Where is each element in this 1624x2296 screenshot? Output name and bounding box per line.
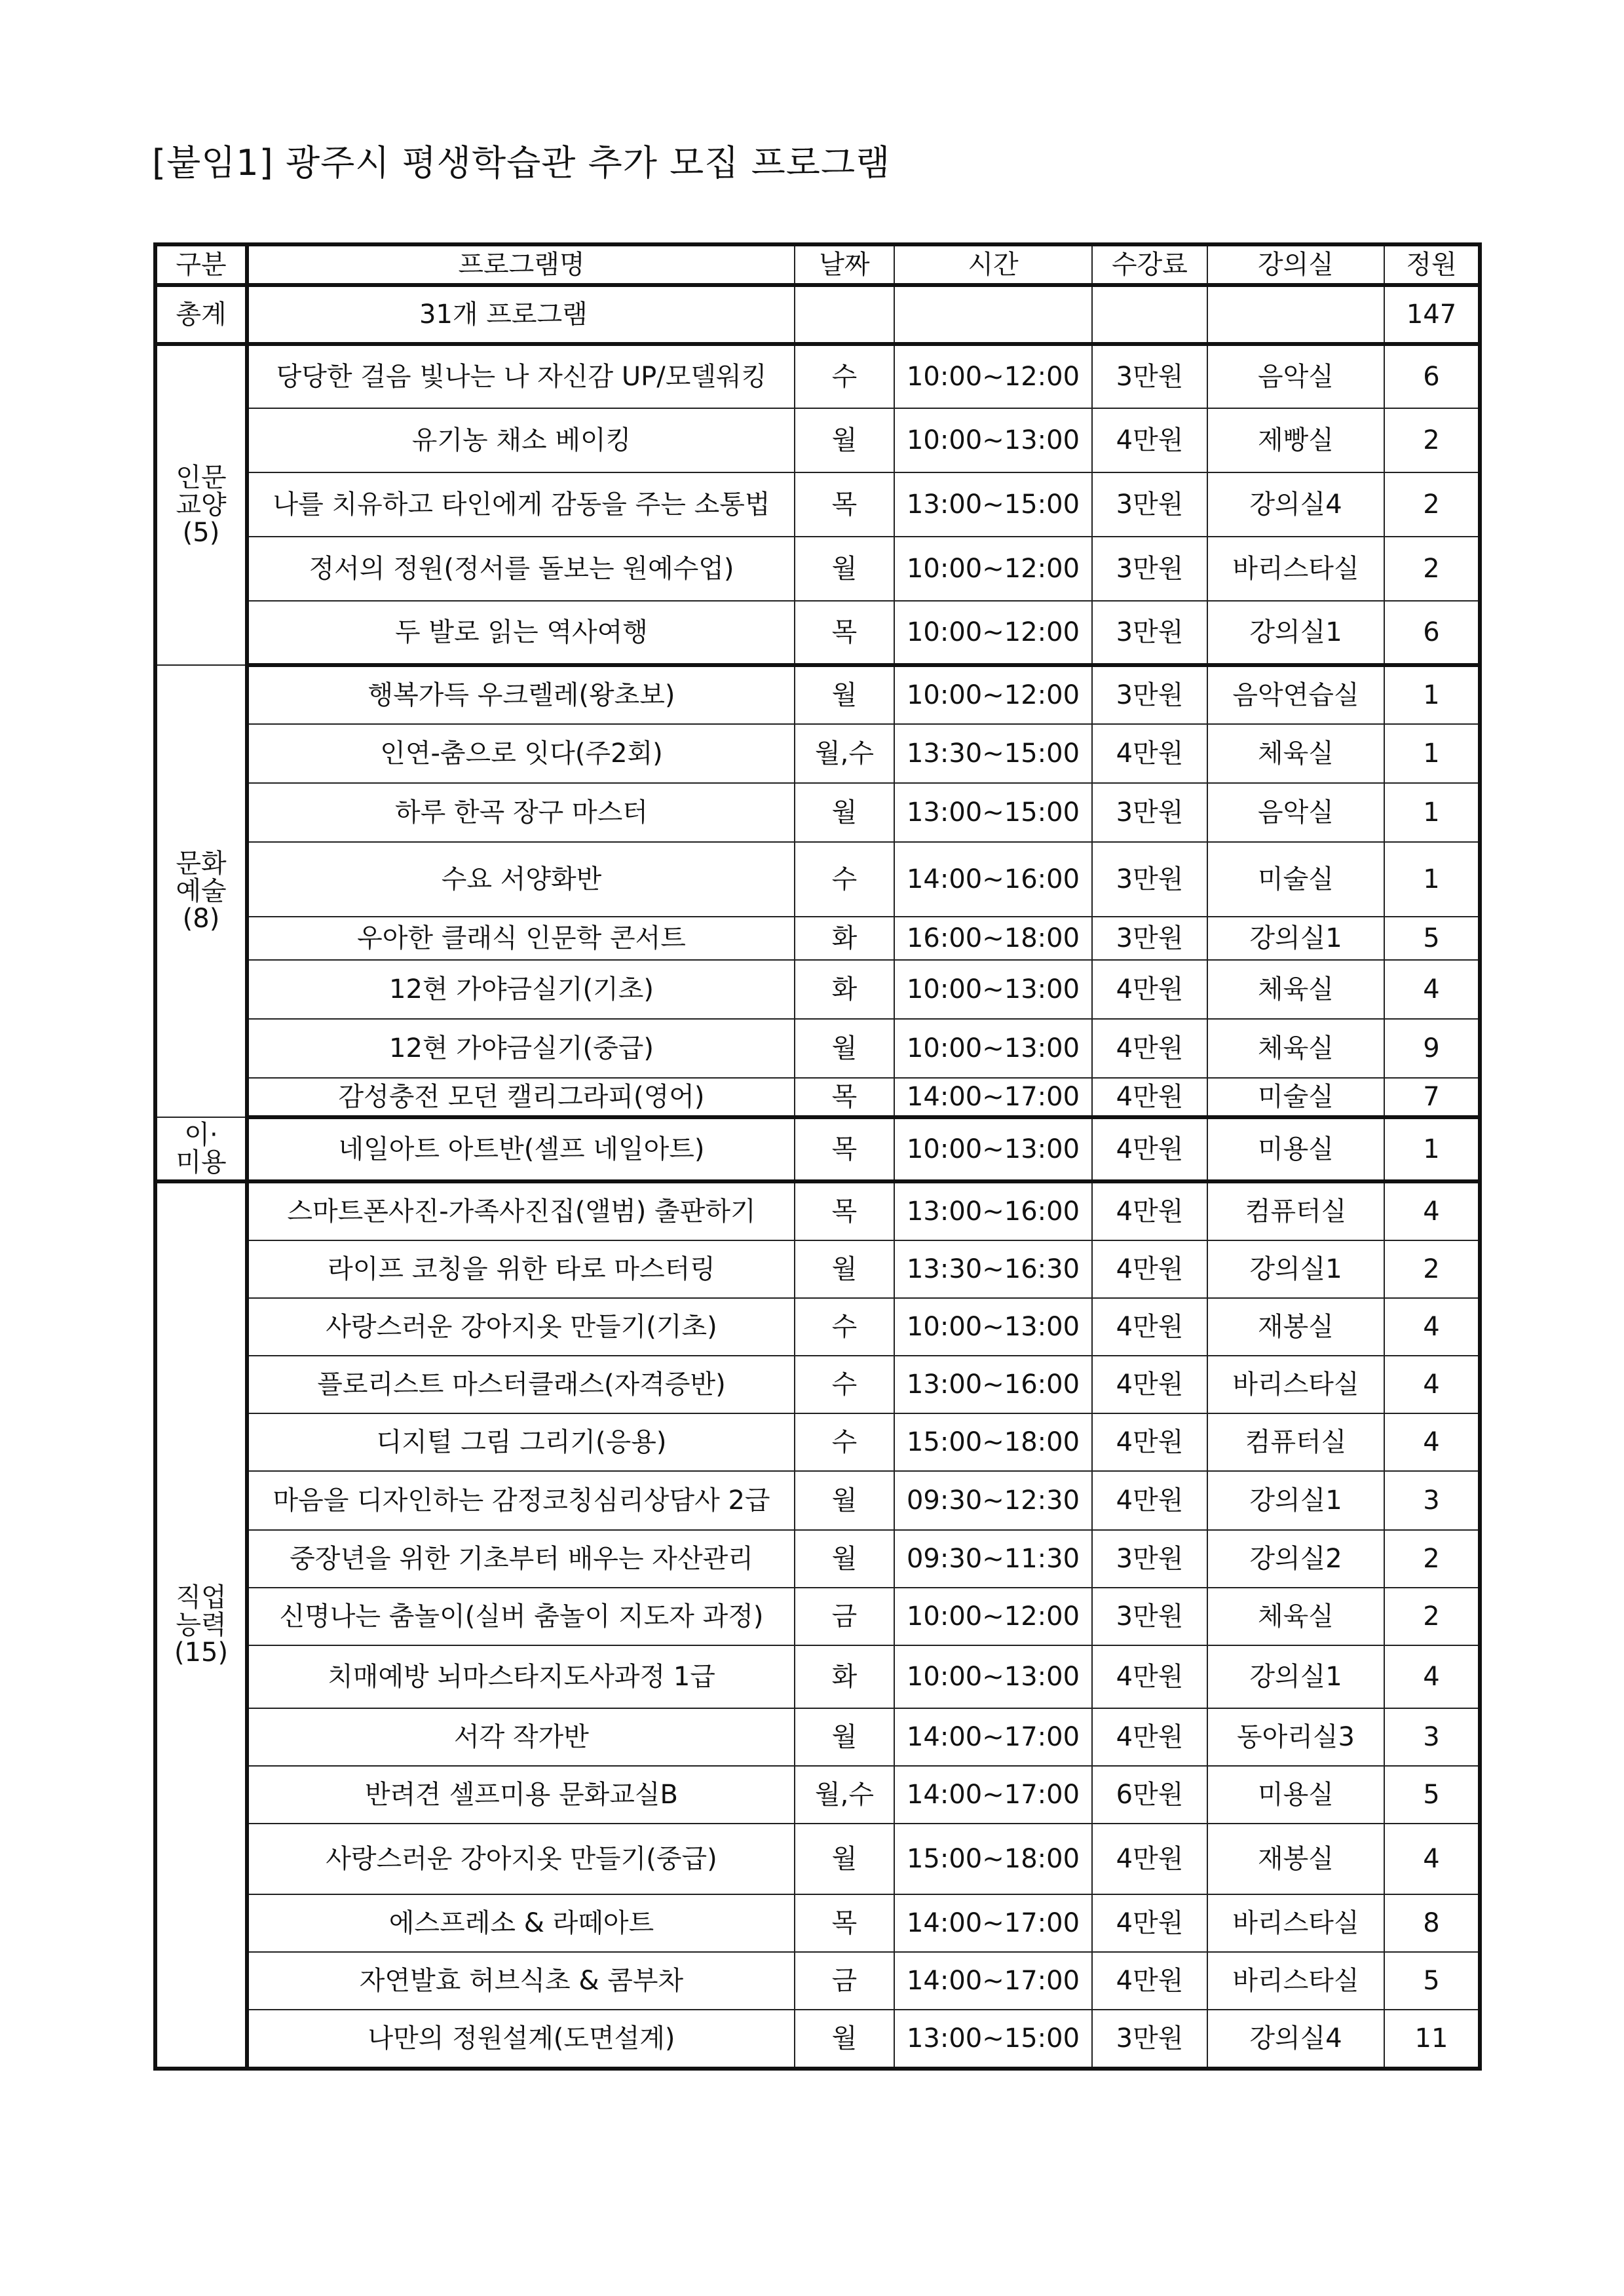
day-cell: 월 [795, 1824, 894, 1894]
capacity-cell: 9 [1384, 1019, 1480, 1078]
fee-cell: 4만원 [1092, 724, 1207, 783]
capacity-cell: 8 [1384, 1894, 1480, 1952]
capacity-cell: 1 [1384, 842, 1480, 917]
table-row [155, 472, 1480, 537]
fee-cell: 3만원 [1092, 842, 1207, 917]
program-name-cell: 치매예방 뇌마스타지도사과정 1급 [247, 1645, 795, 1708]
day-cell: 목 [795, 472, 894, 537]
room-cell: 재봉실 [1207, 1824, 1384, 1894]
capacity-cell: 7 [1384, 1078, 1480, 1117]
capacity-cell: 2 [1384, 1240, 1480, 1298]
room-cell: 미용실 [1207, 1117, 1384, 1181]
category-label: 능력 [176, 1610, 227, 1640]
fee-cell: 4만원 [1092, 1824, 1207, 1894]
table-row [155, 1019, 1480, 1078]
program-name-cell: 12현 가야금실기(기초) [247, 960, 795, 1019]
time-cell: 14:00~17:00 [894, 1952, 1092, 2010]
table-row [155, 1413, 1480, 1471]
day-cell: 월,수 [795, 724, 894, 783]
room-cell: 강의실1 [1207, 917, 1384, 960]
room-cell: 바리스타실 [1207, 1894, 1384, 1952]
fee-cell: 4만원 [1092, 1181, 1207, 1240]
capacity-cell: 3 [1384, 1708, 1480, 1766]
header-category: 구분 [155, 244, 247, 285]
room-cell: 체육실 [1207, 724, 1384, 783]
category-group [155, 665, 1480, 1117]
program-name-cell: 인연-춤으로 잇다(주2회) [247, 724, 795, 783]
table-row [155, 601, 1480, 665]
category-label: 인문 [176, 463, 227, 493]
room-cell: 컴퓨터실 [1207, 1413, 1384, 1471]
capacity-cell: 2 [1384, 1530, 1480, 1588]
day-cell: 수 [795, 842, 894, 917]
day-cell: 월,수 [795, 1766, 894, 1824]
time-cell: 14:00~16:00 [894, 842, 1092, 917]
day-cell: 수 [795, 1413, 894, 1471]
fee-cell: 3만원 [1092, 601, 1207, 665]
time-cell: 13:30~15:00 [894, 724, 1092, 783]
total-capacity: 147 [1384, 285, 1480, 344]
day-cell: 수 [795, 344, 894, 408]
total-day-cell [795, 285, 894, 344]
fee-cell: 4만원 [1092, 1117, 1207, 1181]
program-table [153, 242, 1482, 2071]
capacity-cell: 1 [1384, 783, 1480, 842]
table-row [155, 1078, 1480, 1117]
time-cell: 10:00~12:00 [894, 344, 1092, 408]
header-time: 시간 [894, 244, 1092, 285]
room-cell: 강의실1 [1207, 1240, 1384, 1298]
program-name-cell: 반려견 셀프미용 문화교실B [247, 1766, 795, 1824]
day-cell: 월 [795, 1471, 894, 1530]
table-row [155, 1471, 1480, 1530]
total-time-cell [894, 285, 1092, 344]
capacity-cell: 2 [1384, 1588, 1480, 1645]
day-cell: 월 [795, 1019, 894, 1078]
header-row [155, 244, 1480, 285]
table-row [155, 1117, 1480, 1181]
day-cell: 월 [795, 2010, 894, 2069]
category-cell [155, 1117, 247, 1181]
program-name-cell: 사랑스러운 강아지옷 만들기(중급) [247, 1824, 795, 1894]
total-fee-cell [1092, 285, 1207, 344]
table-row [155, 1952, 1480, 2010]
room-cell: 컴퓨터실 [1207, 1181, 1384, 1240]
fee-cell: 4만원 [1092, 1413, 1207, 1471]
program-name-cell: 디지털 그림 그리기(응용) [247, 1413, 795, 1471]
day-cell: 수 [795, 1298, 894, 1356]
program-name-cell: 12현 가야금실기(중급) [247, 1019, 795, 1078]
fee-cell: 3만원 [1092, 472, 1207, 537]
table-row [155, 1894, 1480, 1952]
program-name-cell: 마음을 디자인하는 감정코칭심리상담사 2급 [247, 1471, 795, 1530]
time-cell: 15:00~18:00 [894, 1413, 1092, 1471]
room-cell: 재봉실 [1207, 1298, 1384, 1356]
capacity-cell: 2 [1384, 537, 1480, 601]
capacity-cell: 11 [1384, 2010, 1480, 2069]
fee-cell: 6만원 [1092, 1766, 1207, 1824]
fee-cell: 3만원 [1092, 665, 1207, 724]
day-cell: 월 [795, 665, 894, 724]
table-row [155, 2010, 1480, 2069]
header-fee: 수강료 [1092, 244, 1207, 285]
table-row [155, 537, 1480, 601]
total-label: 총계 [155, 285, 247, 344]
room-cell: 체육실 [1207, 1019, 1384, 1078]
capacity-cell: 1 [1384, 724, 1480, 783]
time-cell: 14:00~17:00 [894, 1894, 1092, 1952]
day-cell: 화 [795, 1645, 894, 1708]
fee-cell: 4만원 [1092, 1471, 1207, 1530]
time-cell: 10:00~12:00 [894, 537, 1092, 601]
capacity-cell: 4 [1384, 1298, 1480, 1356]
program-name-cell: 행복가득 우크렐레(왕초보) [247, 665, 795, 724]
header-day: 날짜 [795, 244, 894, 285]
time-cell: 13:00~16:00 [894, 1181, 1092, 1240]
program-name-cell: 네일아트 아트반(셀프 네일아트) [247, 1117, 795, 1181]
time-cell: 10:00~13:00 [894, 408, 1092, 472]
fee-cell: 3만원 [1092, 537, 1207, 601]
room-cell: 음악연습실 [1207, 665, 1384, 724]
category-label: 교양 [176, 490, 227, 520]
capacity-cell: 1 [1384, 665, 1480, 724]
table-row [155, 1298, 1480, 1356]
program-name-cell: 우아한 클래식 인문학 콘서트 [247, 917, 795, 960]
category-label: (15) [174, 1637, 229, 1668]
table-row [155, 1181, 1480, 1240]
room-cell: 미용실 [1207, 1766, 1384, 1824]
fee-cell: 3만원 [1092, 344, 1207, 408]
table-row [155, 1356, 1480, 1413]
table-row [155, 1530, 1480, 1588]
header-room: 강의실 [1207, 244, 1384, 285]
fee-cell: 4만원 [1092, 1298, 1207, 1356]
time-cell: 13:00~15:00 [894, 472, 1092, 537]
day-cell: 목 [795, 601, 894, 665]
table-row [155, 1708, 1480, 1766]
time-cell: 10:00~13:00 [894, 1298, 1092, 1356]
category-cell [155, 344, 247, 665]
day-cell: 월 [795, 1240, 894, 1298]
time-cell: 09:30~11:30 [894, 1530, 1092, 1588]
fee-cell: 3만원 [1092, 1530, 1207, 1588]
time-cell: 14:00~17:00 [894, 1078, 1092, 1117]
fee-cell: 4만원 [1092, 960, 1207, 1019]
room-cell: 강의실1 [1207, 1471, 1384, 1530]
day-cell: 월 [795, 1708, 894, 1766]
capacity-cell: 2 [1384, 472, 1480, 537]
room-cell: 체육실 [1207, 960, 1384, 1019]
fee-cell: 4만원 [1092, 1240, 1207, 1298]
table-row [155, 1645, 1480, 1708]
capacity-cell: 5 [1384, 1952, 1480, 2010]
total-program-count: 31개 프로그램 [247, 285, 795, 344]
program-name-cell: 두 발로 읽는 역사여행 [247, 601, 795, 665]
fee-cell: 3만원 [1092, 2010, 1207, 2069]
document-title: [붙임1] 광주시 평생학습관 추가 모집 프로그램 [152, 142, 891, 183]
day-cell: 수 [795, 1356, 894, 1413]
category-label: 문화 [176, 849, 227, 879]
program-name-cell: 하루 한곡 장구 마스터 [247, 783, 795, 842]
category-group [155, 1117, 1480, 1181]
capacity-cell: 1 [1384, 1117, 1480, 1181]
category-cell [155, 665, 247, 1117]
program-name-cell: 스마트폰사진-가족사진집(앨범) 출판하기 [247, 1181, 795, 1240]
time-cell: 10:00~12:00 [894, 665, 1092, 724]
room-cell: 음악실 [1207, 344, 1384, 408]
category-label: 직업 [176, 1582, 227, 1613]
fee-cell: 3만원 [1092, 917, 1207, 960]
day-cell: 목 [795, 1117, 894, 1181]
room-cell: 바리스타실 [1207, 537, 1384, 601]
time-cell: 15:00~18:00 [894, 1824, 1092, 1894]
time-cell: 09:30~12:30 [894, 1471, 1092, 1530]
time-cell: 10:00~13:00 [894, 1117, 1092, 1181]
capacity-cell: 4 [1384, 1356, 1480, 1413]
day-cell: 금 [795, 1588, 894, 1645]
header-program-name: 프로그램명 [247, 244, 795, 285]
room-cell: 동아리실3 [1207, 1708, 1384, 1766]
time-cell: 10:00~12:00 [894, 1588, 1092, 1645]
table-row [155, 665, 1480, 724]
room-cell: 강의실4 [1207, 2010, 1384, 2069]
room-cell: 강의실2 [1207, 1530, 1384, 1588]
program-name-cell: 당당한 걸음 빛나는 나 자신감 UP/모델워킹 [247, 344, 795, 408]
program-name-cell: 자연발효 허브식초 & 콤부차 [247, 1952, 795, 2010]
table-row [155, 1824, 1480, 1894]
category-label: 미용 [176, 1147, 227, 1177]
fee-cell: 4만원 [1092, 408, 1207, 472]
day-cell: 월 [795, 537, 894, 601]
time-cell: 13:00~15:00 [894, 783, 1092, 842]
fee-cell: 4만원 [1092, 1019, 1207, 1078]
header-capacity: 정원 [1384, 244, 1480, 285]
category-group [155, 344, 1480, 665]
program-name-cell: 감성충전 모던 캘리그라피(영어) [247, 1078, 795, 1117]
program-name-cell: 수요 서양화반 [247, 842, 795, 917]
program-name-cell: 중장년을 위한 기초부터 배우는 자산관리 [247, 1530, 795, 1588]
program-name-cell: 나만의 정원설계(도면설계) [247, 2010, 795, 2069]
time-cell: 10:00~13:00 [894, 960, 1092, 1019]
fee-cell: 4만원 [1092, 1708, 1207, 1766]
fee-cell: 4만원 [1092, 1894, 1207, 1952]
capacity-cell: 4 [1384, 1645, 1480, 1708]
category-label: (8) [182, 904, 220, 934]
table-row [155, 408, 1480, 472]
time-cell: 16:00~18:00 [894, 917, 1092, 960]
capacity-cell: 5 [1384, 917, 1480, 960]
room-cell: 미술실 [1207, 842, 1384, 917]
total-room-cell [1207, 285, 1384, 344]
capacity-cell: 3 [1384, 1471, 1480, 1530]
capacity-cell: 6 [1384, 344, 1480, 408]
day-cell: 금 [795, 1952, 894, 2010]
capacity-cell: 4 [1384, 1413, 1480, 1471]
table-row [155, 917, 1480, 960]
room-cell: 음악실 [1207, 783, 1384, 842]
category-label: (5) [182, 518, 220, 548]
fee-cell: 4만원 [1092, 1952, 1207, 2010]
capacity-cell: 5 [1384, 1766, 1480, 1824]
table-row [155, 842, 1480, 917]
room-cell: 바리스타실 [1207, 1952, 1384, 2010]
program-name-cell: 플로리스트 마스터클래스(자격증반) [247, 1356, 795, 1413]
fee-cell: 4만원 [1092, 1645, 1207, 1708]
time-cell: 14:00~17:00 [894, 1708, 1092, 1766]
fee-cell: 4만원 [1092, 1078, 1207, 1117]
room-cell: 강의실1 [1207, 1645, 1384, 1708]
room-cell: 체육실 [1207, 1588, 1384, 1645]
time-cell: 13:00~16:00 [894, 1356, 1092, 1413]
table-row [155, 344, 1480, 408]
day-cell: 월 [795, 1530, 894, 1588]
time-cell: 10:00~13:00 [894, 1019, 1092, 1078]
category-cell [155, 1181, 247, 2069]
total-row [155, 285, 1480, 344]
time-cell: 10:00~12:00 [894, 601, 1092, 665]
fee-cell: 3만원 [1092, 783, 1207, 842]
table-row [155, 960, 1480, 1019]
category-label: 이· [184, 1120, 218, 1150]
room-cell: 바리스타실 [1207, 1356, 1384, 1413]
program-name-cell: 라이프 코칭을 위한 타로 마스터링 [247, 1240, 795, 1298]
table-row [155, 1588, 1480, 1645]
table-row [155, 1766, 1480, 1824]
capacity-cell: 4 [1384, 960, 1480, 1019]
category-group [155, 1181, 1480, 2069]
room-cell: 강의실4 [1207, 472, 1384, 537]
table-row [155, 783, 1480, 842]
category-label: 예술 [176, 876, 227, 906]
program-name-cell: 에스프레소 & 라떼아트 [247, 1894, 795, 1952]
day-cell: 화 [795, 960, 894, 1019]
time-cell: 10:00~13:00 [894, 1645, 1092, 1708]
capacity-cell: 4 [1384, 1824, 1480, 1894]
program-name-cell: 사랑스러운 강아지옷 만들기(기초) [247, 1298, 795, 1356]
program-name-cell: 서각 작가반 [247, 1708, 795, 1766]
fee-cell: 3만원 [1092, 1588, 1207, 1645]
day-cell: 목 [795, 1078, 894, 1117]
room-cell: 미술실 [1207, 1078, 1384, 1117]
program-name-cell: 신명나는 춤놀이(실버 춤놀이 지도자 과정) [247, 1588, 795, 1645]
time-cell: 13:00~15:00 [894, 2010, 1092, 2069]
day-cell: 월 [795, 783, 894, 842]
table-row [155, 724, 1480, 783]
capacity-cell: 4 [1384, 1181, 1480, 1240]
day-cell: 목 [795, 1181, 894, 1240]
room-cell: 제빵실 [1207, 408, 1384, 472]
table-row [155, 1240, 1480, 1298]
capacity-cell: 2 [1384, 408, 1480, 472]
time-cell: 14:00~17:00 [894, 1766, 1092, 1824]
time-cell: 13:30~16:30 [894, 1240, 1092, 1298]
capacity-cell: 6 [1384, 601, 1480, 665]
day-cell: 화 [795, 917, 894, 960]
program-name-cell: 나를 치유하고 타인에게 감동을 주는 소통법 [247, 472, 795, 537]
day-cell: 목 [795, 1894, 894, 1952]
program-name-cell: 정서의 정원(정서를 돌보는 원예수업) [247, 537, 795, 601]
program-name-cell: 유기농 채소 베이킹 [247, 408, 795, 472]
fee-cell: 4만원 [1092, 1356, 1207, 1413]
room-cell: 강의실1 [1207, 601, 1384, 665]
day-cell: 월 [795, 408, 894, 472]
